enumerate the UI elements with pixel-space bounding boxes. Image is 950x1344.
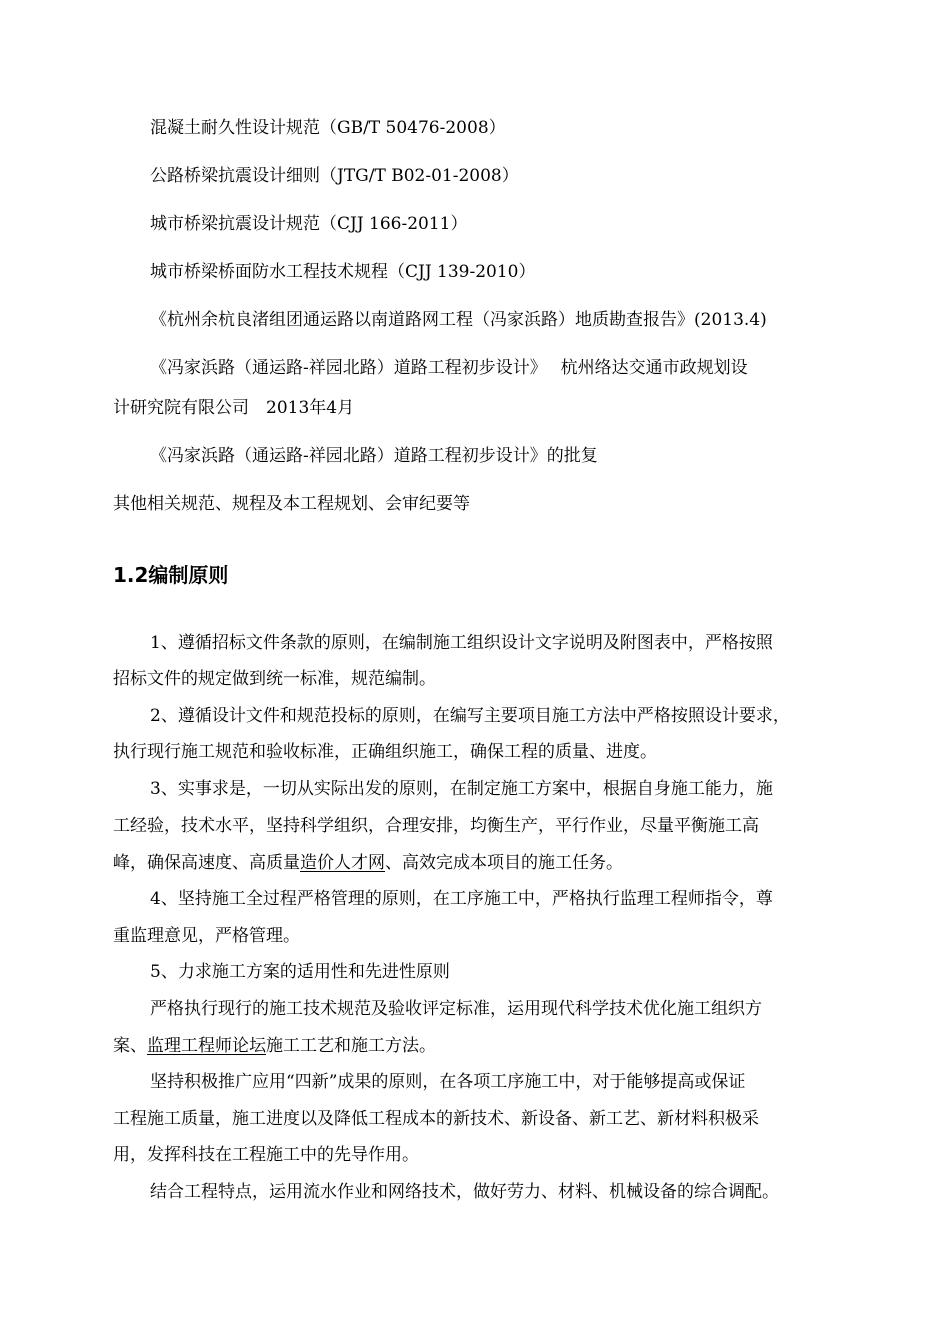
paragraph-line: 1、遵循招标文件条款的原则，在编制施工组织设计文字说明及附图表中，严格按照	[150, 633, 773, 653]
paragraph-line	[113, 851, 623, 875]
paragraph-line: 工经验，技术水平，坚持科学组织，合理安排，均衡生产，平行作业，尽量平衡施工高	[113, 816, 759, 836]
paragraph-line: 用，发挥科技在工程施工中的先导作用。	[113, 1145, 419, 1165]
link-jianli-luntan[interactable]: 监理工程师论坛	[147, 1036, 266, 1056]
paragraph-line: 坚持积极推广应用“四新”成果的原则，在各项工序施工中，对于能够提高或保证	[150, 1072, 746, 1092]
reference-item: 公路桥梁抗震设计细则（JTG/T B02-01-2008）	[150, 166, 519, 186]
text-span: 施工工艺和施工方法。	[266, 1036, 436, 1056]
reference-item: 《冯家浜路（通运路-祥园北路）道路工程初步设计》 杭州络达交通市政规划设	[150, 358, 748, 378]
paragraph-line: 工程施工质量，施工进度以及降低工程成本的新技术、新设备、新工艺、新材料积极采	[113, 1109, 759, 1129]
reference-item: 其他相关规范、规程及本工程规划、会审纪要等	[113, 494, 470, 514]
section-heading: 1.2编制原则	[113, 563, 229, 587]
paragraph-line	[113, 1034, 436, 1058]
link-zaojia-rencai[interactable]: 造价人才网	[300, 853, 385, 873]
paragraph-line: 结合工程特点，运用流水作业和网络技术，做好劳力、材料、机械设备的综合调配。	[150, 1182, 779, 1202]
reference-item-continued: 计研究院有限公司 2013年4月	[113, 398, 355, 418]
paragraph-line: 2、遵循设计文件和规范投标的原则，在编写主要项目施工方法中严格按照设计要求，	[150, 706, 790, 726]
reference-item: 混凝土耐久性设计规范（GB/T 50476-2008）	[150, 118, 506, 138]
paragraph-line: 重监理意见，严格管理。	[113, 926, 300, 946]
paragraph-line: 严格执行现行的施工技术规范及验收评定标准，运用现代科学技术优化施工组织方	[150, 999, 762, 1019]
text-span: 峰，确保高速度、高质量	[113, 853, 300, 873]
paragraph-line: 3、实事求是，一切从实际出发的原则，在制定施工方案中，根据自身施工能力，施	[150, 779, 773, 799]
paragraph-line: 执行现行施工规范和验收标准，正确组织施工，确保工程的质量、进度。	[113, 742, 657, 762]
paragraph-line: 4、坚持施工全过程严格管理的原则，在工序施工中，严格执行监理工程师指令，尊	[150, 889, 773, 909]
reference-item: 城市桥梁桥面防水工程技术规程（CJJ 139-2010）	[150, 262, 536, 282]
reference-item: 城市桥梁抗震设计规范（CJJ 166-2011）	[150, 214, 468, 234]
text-span: 、高效完成本项目的施工任务。	[385, 853, 623, 873]
text-span: 案、	[113, 1036, 147, 1056]
reference-item: 《冯家浜路（通运路-祥园北路）道路工程初步设计》的批复	[150, 446, 598, 466]
paragraph-line: 招标文件的规定做到统一标准，规范编制。	[113, 669, 436, 689]
paragraph-line: 5、力求施工方案的适用性和先进性原则	[150, 962, 450, 982]
reference-item: 《杭州余杭良渚组团通运路以南道路网工程（冯家浜路）地质勘查报告》(2013.4)	[150, 310, 767, 330]
